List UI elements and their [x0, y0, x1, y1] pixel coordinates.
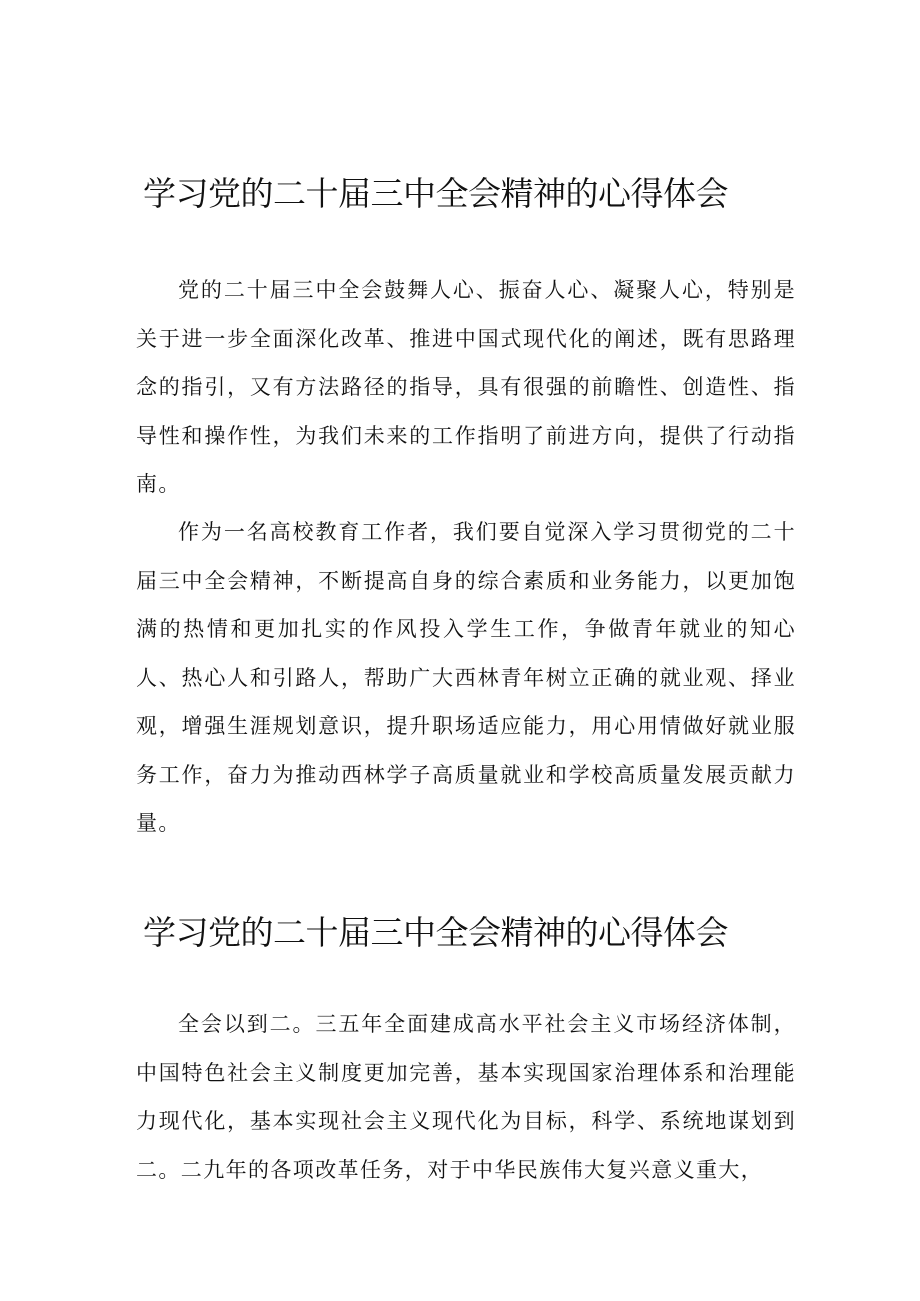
section-1-paragraph-2: 作为一名高校教育工作者，我们要自觉深入学习贯彻党的二十届三中全会精神，不断提高自身的综合素质和业务能力，以更加饱满的热情和更加扎实的作风投入学生工作，争做青年就业的知心人、热心人和引路人，帮助广大西林青年树立正确的就业观、择业观，增强生涯规划意识，提升职场适应能力，用心用情做好就业服务工作，奋力为推动西林学子高质量就业和学校高质量发展贡献力量。 — [136, 520, 796, 835]
section-2-title: 学习党的二十届三中全会精神的心得体会 — [143, 913, 728, 952]
section-2-paragraph-1: 全会以到二。三五年全面建成高水平社会主义市场经济体制，中国特色社会主义制度更加完善，基本实现国家治理体系和治理能力现代化，基本实现社会主义现代化为目标，科学、系统地谋划到二。二九年的各项改革任务，对于中华民族伟大复兴意义重大， — [136, 1012, 796, 1182]
section-1-title: 学习党的二十届三中全会精神的心得体会 — [143, 174, 728, 213]
section-1-paragraph-1: 党的二十届三中全会鼓舞人心、振奋人心、凝聚人心，特别是关于进一步全面深化改革、推进中国式现代化的阐述，既有思路理念的指引，又有方法路径的指导，具有很强的前瞻性、创造性、指导性和操作性，为我们未来的工作指明了前进方向，提供了行动指南。 — [136, 278, 796, 496]
